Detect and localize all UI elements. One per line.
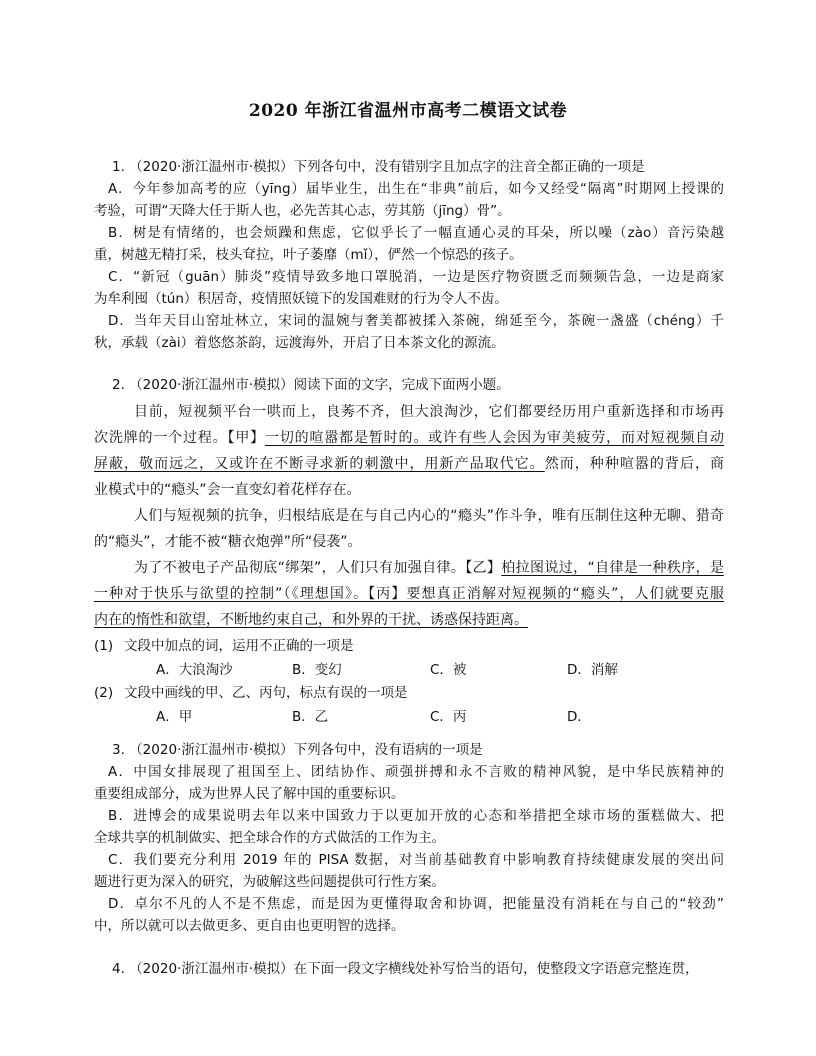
question-3-option-c-line1: C．我们要充分利用 2019 年的 PISA 数据，对当前基础教育中影响教育持续健康发展的突出问 [108,852,724,868]
question-1-option-b-line1: B．树是有情绪的，也会烦躁和焦虑，它似乎长了一幅直通心灵的耳朵，所以噪（zào）音污染越 [108,225,724,241]
sentence-jia: 一切的喧嚣都是暂时的。或许有些人会因为审美疲劳，而对短视频自动 [265,430,724,446]
question-3-option-b-line2: 全球共享的机制做实、把全球合作的方式做活的工作为主。 [94,830,445,846]
passage-p1-line3 [94,451,724,477]
sentence-bing-end: 内在的惰性和欲望，不断地约束自己，和外界的干扰、诱惑保持距离。 [94,612,528,628]
passage-p3-line3 [94,607,724,633]
subquestion-1-text: 文段中加点的词，运用不正确的一项是 [124,638,354,654]
subquestion-1-option-b: B．变幻 [292,662,342,678]
question-1-option-c-line1: C．“新冠（guān）肺炎”疫情导致多地口罩脱消，一边是医疗物资匮乏而频频告急，一边是商家 [108,269,724,285]
question-1-option-d-line2: 秋，承载（zài）着悠悠茶韵，远渡海外，开启了日本茶文化的源流。 [94,335,505,351]
question-4 [94,958,724,980]
passage-p3-line1 [94,555,724,581]
passage-p3-line2 [94,581,724,607]
question-3-option-a-line2: 重要组成部分，成为世界人民了解中国的重要标识。 [94,786,405,802]
passage-p1-text: 次洗牌的一个过程。【甲】 [94,430,265,446]
passage-paragraph-3 [94,555,724,633]
question-1-option-a-line1: A．今年参加高考的应（yīng）届毕业生，出生在“非典”前后，如今又经受“隔离”时期网上授课的 [108,181,724,197]
subquestion-1-option-a: A．大浪淘沙 [156,662,233,678]
question-3-option-d-line2: 中，所以就可以去做更多、更自由也更明智的选择。 [94,918,405,934]
question-3-option-c-line2: 题进行更为深入的研究，为破解这些问题提供可行性方案。 [94,874,445,890]
question-1-option-d-line1: D．当年天目山窑址林立，宋词的温婉与奢美都被揉入茶碗，绵延至今，茶碗一盏盛（chéng）千 [108,313,724,329]
question-2-stem: 2. （2020·浙江温州市·模拟）阅读下面的文字，完成下面两小题。 [112,377,510,393]
subquestion-2-option-a: A．甲 [156,709,193,725]
question-4-stem: 4. （2020·浙江温州市·模拟）在下面一段文字横线处补写恰当的语句，使整段文字语意完整连贯， [112,961,699,977]
passage-p1-line1: 目前，短视频平台一哄而上，良莠不齐，但大浪淘沙，它们都要经历用户重新选择和市场再 [134,404,724,420]
sentence-yi-cont: 一种对于快乐与欲望的控制”（《理想国》。 [94,586,369,602]
passage-p2-line2: 的“瘾头”，才能不被“糖衣炮弹”所“侵袭”。 [94,534,362,550]
passage-paragraph-2 [94,503,724,555]
passage-p1-line2 [94,425,724,451]
subquestion-2-options [94,706,724,729]
subquestion-2 [94,682,724,706]
passage-p2-line1: 人们与短视频的抗争，归根结底是在与自己内心的“瘾头”作斗争，唯有压制住这种无聊、猎奇 [134,508,724,524]
question-1-option-b-line2: 重，树越无精打采，枝头耷拉，叶子萎靡（mǐ），俨然一个惊恐的孩子。 [94,247,523,263]
subquestion-1-number: (1) [94,638,114,654]
sentence-bing-cont: 对短视频的“瘾头”，人们就要克服 [497,586,724,602]
sentence-jia-cont: 屏蔽，敬而远之，又或许在不断寻求新的刺激中，用新产品取代它。 [94,456,545,472]
subquestion-2-option-c: C．丙 [430,709,467,725]
subquestion-1-options [94,659,724,682]
subquestion-1-option-d: D．消解 [567,662,618,678]
subquestion-2-option-d: D． [567,709,591,725]
question-2 [94,374,724,729]
page-title: 2020 年浙江省温州市高考二模语文试卷 [248,101,568,121]
question-3-option-b-line1: B．进博会的成果说明去年以来中国致力于以更加开放的心态和举措把全球市场的蛋糕做大、把 [108,808,724,824]
question-3 [94,739,724,937]
question-1-option-a-line2: 考验，可谓“天降大任于斯人也，必先苦其心志，劳其筋（jīng）骨”。 [94,203,511,219]
question-3-stem: 3. （2020·浙江温州市·模拟）下列各句中，没有语病的一项是 [112,742,483,758]
passage-p1-text-cont: 然而，种种喧嚣的背后，商 [544,456,725,472]
sentence-bing: 【丙】要想真正消解 [368,586,498,602]
subquestion-2-number: (2) [94,685,114,701]
subquestion-2-option-b: B．乙 [292,709,329,725]
passage-p3-text: 为了不被电子产品彻底“绑架”，人们只有加强自律。【乙】 [134,560,502,576]
question-1-option-c-line2: 为牟利囤（tún）积居奇，疫情照妖镜下的发国难财的行为令人不齿。 [94,291,508,307]
question-1 [94,156,724,354]
subquestion-1-option-c: C．被 [430,662,467,678]
passage-p1-line4: 业模式中的“瘾头”会一直变幻着花样存在。 [94,482,361,498]
subquestion-2-text: 文段中画线的甲、乙、丙句，标点有误的一项是 [124,685,408,701]
question-1-stem: 1. （2020·浙江温州市·模拟）下列各句中，没有错别字且加点字的注音全都正确的一项是 [112,159,645,175]
question-3-option-d-line1: D．卓尔不凡的人不是不焦虑，而是因为更懂得取舍和协调，把能量没有消耗在与自己的“较劲” [108,896,724,912]
sentence-yi: 柏拉图说过，“自律是一种秩序，是 [501,560,724,576]
subquestion-1 [94,635,724,659]
passage-paragraph-1 [94,399,724,503]
question-3-option-a-line1: A．中国女排展现了祖国至上、团结协作、顽强拼搏和永不言败的精神风貌，是中华民族精神的 [108,764,724,780]
